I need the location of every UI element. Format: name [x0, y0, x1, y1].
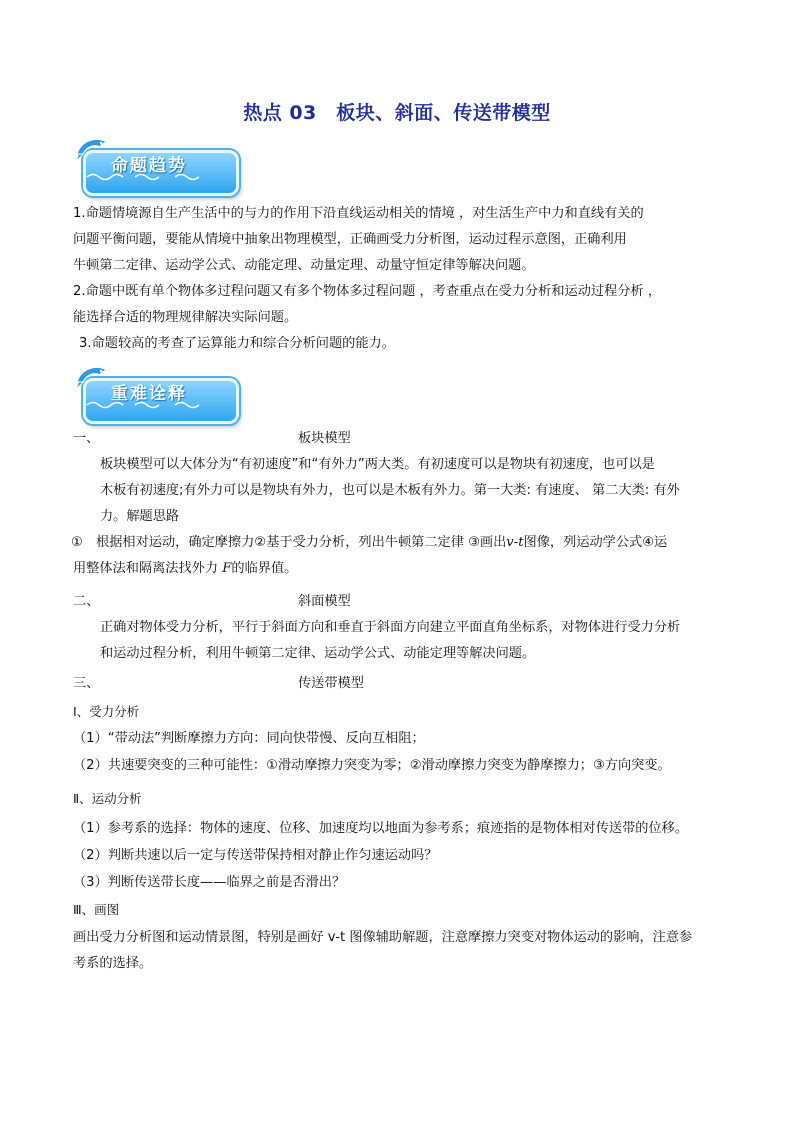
step-text: 图像，列运动学公式④运	[523, 535, 668, 550]
section1-num: 一、	[73, 431, 100, 446]
explain-banner-label: 重难诠释	[111, 384, 187, 404]
sub2-item: （2）判断共速以后一定与传送带保持相对静止作匀速运动吗？	[73, 848, 438, 863]
trend-banner	[73, 142, 233, 192]
section2-line: 正确对物体受力分析，平行于斜面方向和垂直于斜面方向建立平面直角坐标系，对物体进行受力分析	[100, 620, 681, 635]
section1-heading: 板块模型	[298, 431, 351, 446]
section2-num: 二、	[73, 594, 100, 609]
step-text: ① 根据相对运动，确定摩擦力②基于受力分析，列出牛顿第二定律 ③画出	[71, 535, 507, 550]
sub3-line: 画出受力分析图和运动情景图，特别是画好 v-t 图像辅助解题，注意摩擦力突变对物体运动的影响，注意参	[73, 930, 693, 945]
sub1-item: （1）“带动法”判断摩擦力方向：同向快带慢、反向互相阻；	[73, 731, 425, 746]
trend-line: 2.命题中既有单个物体多过程问题又有多个物体多过程问题 ，考查重点在受力分析和运动过程分析 ，	[73, 284, 662, 299]
section3-heading: 传送带模型	[298, 676, 364, 691]
vt-symbol: v-t	[506, 535, 524, 550]
trend-banner-label: 命题趋势	[111, 156, 187, 176]
wave-decoration	[85, 172, 215, 182]
sub1-item: （2）共速要突变的三种可能性：①滑动摩擦力突变为零；②滑动摩擦力突变为静摩擦力；③方向突变。	[73, 758, 671, 773]
trend-line: 1.命题情境源自生产生活中的与力的作用下沿直线运动相关的情境 ，对生活生产中力和直线有关的	[73, 206, 644, 221]
dolphin-icon	[73, 362, 113, 392]
section3-num: 三、	[73, 676, 100, 691]
sub1-title: Ⅰ、受力分析	[73, 704, 140, 719]
step-text: 的临界值。	[231, 561, 298, 576]
section1-line: 力。解题思路	[100, 509, 180, 524]
wave-decoration	[85, 400, 215, 410]
dolphin-icon	[73, 134, 113, 164]
force-symbol: F	[222, 561, 232, 576]
sub3-line: 考系的选择。	[73, 956, 153, 971]
sub2-title: Ⅱ、运动分析	[73, 791, 142, 806]
trend-line: 牛顿第二定律、运动学公式、动能定理、动量定理、动量守恒定律等解决问题。	[73, 258, 535, 273]
section1-steps	[71, 530, 723, 556]
section1-body	[73, 452, 723, 582]
section2-body	[73, 615, 723, 667]
sub2-item: （3）判断传送带长度——临界之前是否滑出？	[73, 875, 346, 890]
sub2-item: （1）参考系的选择：物体的速度、位移、加速度均以地面为参考系；痕迹指的是物体相对传送带的位移。	[73, 821, 689, 836]
section1-steps-cont	[73, 556, 723, 582]
trend-text	[73, 201, 723, 357]
trend-line: 问题平衡问题，要能从情境中抽象出物理模型，正确画受力分析图，运动过程示意图，正确利用	[73, 232, 627, 247]
page-title: 热点 03 板块、斜面、传送带模型	[243, 102, 551, 124]
section1-line: 木板有初速度;有外力可以是物块有外力，也可以是木板有外力。第一大类: 有速度、 第二大类: 有外	[100, 483, 680, 498]
section1-line: 板块模型可以大体分为“有初速度”和“有外力”两大类。有初速度可以是物块有初速度，也可以是	[100, 457, 655, 472]
section2-line: 和运动过程分析，利用牛顿第二定律、运动学公式、动能定理等解决问题。	[100, 646, 536, 661]
trend-line: 能选择合适的物理规律解决实际问题。	[73, 310, 298, 325]
section2-heading: 斜面模型	[298, 594, 351, 609]
step-text: 用整体法和隔离法找外力	[73, 561, 223, 576]
explain-banner	[73, 370, 233, 420]
trend-line: 3.命题较高的考查了运算能力和综合分析问题的能力。	[79, 336, 395, 351]
sub3-title: Ⅲ、画图	[73, 902, 120, 917]
